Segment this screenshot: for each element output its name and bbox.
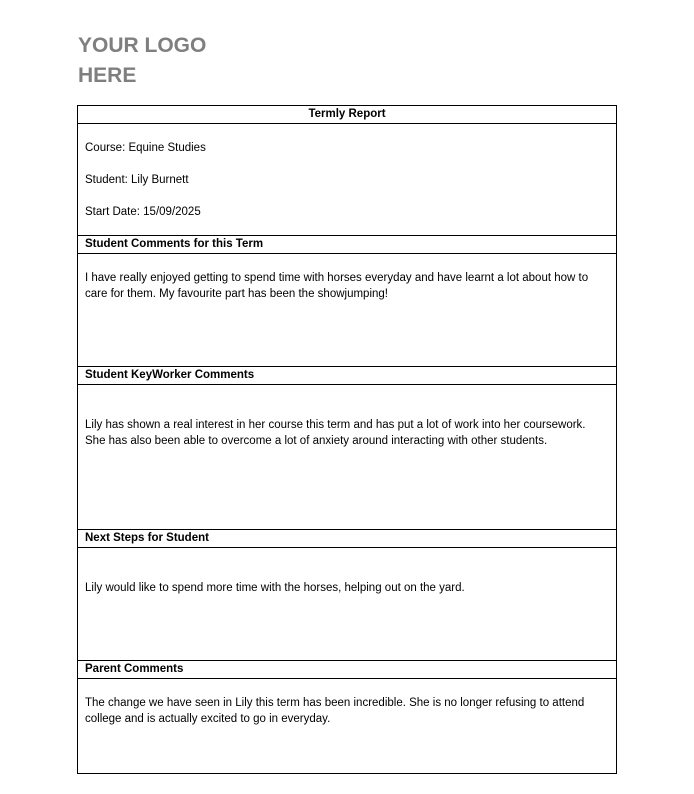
section-body-row <box>78 385 617 530</box>
report-title: Termly Report <box>78 106 617 124</box>
section-header-row <box>78 236 617 254</box>
parent-comments-text: The change we have seen in Lily this term has been incredible. She is no longer refusing to attend college and is actually excited to go in everyday. <box>85 697 585 725</box>
student-comments-heading: Student Comments for this Term <box>78 236 617 254</box>
section-header-row <box>78 367 617 385</box>
student-field: Student: Lily Burnett <box>85 174 189 186</box>
student-comments-cell <box>78 254 617 367</box>
report-info-cell <box>78 124 617 236</box>
keyworker-comments-heading: Student KeyWorker Comments <box>78 367 617 385</box>
report-info-row <box>78 124 617 236</box>
section-body-row <box>78 254 617 367</box>
logo-line-2: HERE <box>78 64 137 87</box>
section-header-row <box>78 661 617 679</box>
next-steps-cell <box>78 548 617 661</box>
next-steps-text: Lily would like to spend more time with the horses, helping out on the yard. <box>85 582 465 594</box>
keyworker-comments-text: Lily has shown a real interest in her course this term and has put a lot of work into her coursework. She has also been able to overcome a lot of anxiety around interacting with other students. <box>85 419 586 447</box>
logo-line-1: YOUR LOGO <box>78 34 207 57</box>
start-date-field: Start Date: 15/09/2025 <box>85 206 201 218</box>
parent-comments-cell <box>78 679 617 774</box>
section-body-row <box>78 548 617 661</box>
report-title-row <box>78 106 617 124</box>
section-body-row <box>78 679 617 774</box>
course-field: Course: Equine Studies <box>85 142 206 154</box>
section-header-row <box>78 530 617 548</box>
next-steps-heading: Next Steps for Student <box>78 530 617 548</box>
logo-placeholder <box>78 31 206 91</box>
parent-comments-heading: Parent Comments <box>78 661 617 679</box>
keyworker-comments-cell <box>78 385 617 530</box>
student-comments-text: I have really enjoyed getting to spend time with horses everyday and have learnt a lot about how to care for them. My favourite part has been the showjumping! <box>85 272 589 300</box>
termly-report-table <box>77 105 617 774</box>
